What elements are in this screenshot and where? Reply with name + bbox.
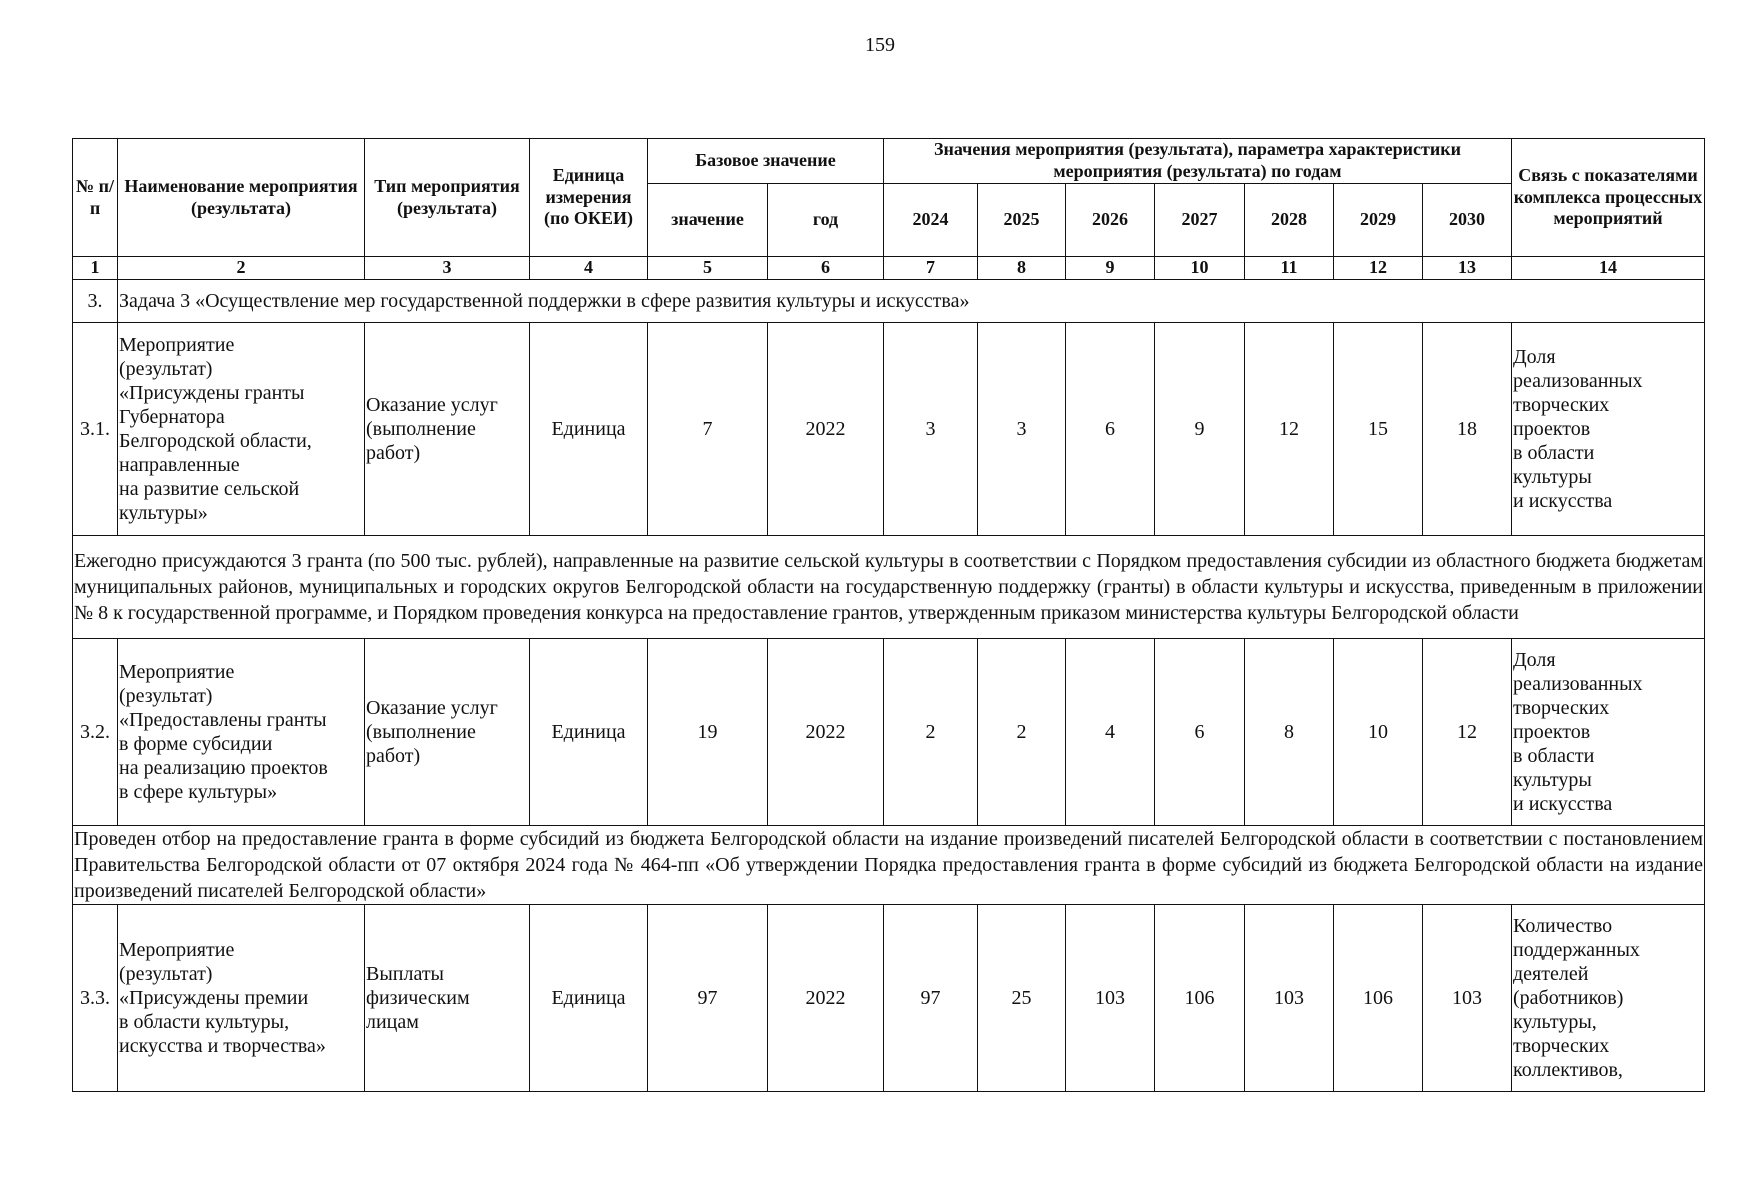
- note-row: [73, 535, 1705, 638]
- column-number: 5: [648, 257, 768, 280]
- note-row: [73, 825, 1705, 904]
- row-unit: Единица: [530, 322, 648, 535]
- row-note: Проведен отбор на предоставление гранта в форме субсидий из бюджета Белгородской области на издание произведений писателей Белгородской области в соответствии с постановлением Правительства Белгородской области от 07 октября 2024 года № 464-пп «Об утверждении Порядка предоставления гранта в форме субсидий из бюджета Белгородской области на издание произведений писателей Белгородской области»: [73, 825, 1705, 904]
- row-num: 3.3.: [73, 904, 118, 1091]
- table-row: [73, 322, 1705, 535]
- header-link: Связь с показателями комплекса процессных мероприятий: [1512, 139, 1705, 257]
- table-row: [73, 904, 1705, 1091]
- header-base-year: год: [768, 184, 884, 257]
- page-number: 159: [865, 34, 895, 56]
- row-note: Ежегодно присуждаются 3 гранта (по 500 тыс. рублей), направленные на развитие сельской культуры в соответствии с Порядком предоставления субсидии из областного бюджета бюджетам муниципальных районов, муниципальных и городских округов Белгородской области на государственную поддержку (гранты) в области культуры и искусства, приведенным в приложении № 8 к государственной программе, и Порядком проведения конкурса на предоставление грантов, утвержденным приказом министерства культуры Белгородской области: [73, 535, 1705, 638]
- header-values-title: Значения мероприятия (результата), параметра характеристики мероприятия (результата) по годам: [884, 139, 1512, 184]
- row-year-value: 12: [1245, 322, 1334, 535]
- task-text: Задача 3 «Осуществление мер государственной поддержки в сфере развития культуры и искусства»: [118, 279, 1705, 322]
- row-year-value: 12: [1423, 638, 1512, 825]
- task-row: [73, 279, 1705, 322]
- column-number: 12: [1334, 257, 1423, 280]
- row-name: Мероприятие (результат) «Присуждены гранты Губернатора Белгородской области, направленные на развитие сельской культуры»: [118, 322, 365, 535]
- row-type: Оказание услуг (выполнение работ): [365, 638, 530, 825]
- table-row: [73, 638, 1705, 825]
- column-number: 6: [768, 257, 884, 280]
- row-link: Доля реализованных творческих проектов в области культуры и искусства: [1512, 638, 1705, 825]
- row-num: 3.1.: [73, 322, 118, 535]
- row-base-year: 2022: [768, 322, 884, 535]
- row-year-value: 6: [1155, 638, 1245, 825]
- header-year: 2027: [1155, 184, 1245, 257]
- row-base-year: 2022: [768, 638, 884, 825]
- column-number: 9: [1066, 257, 1155, 280]
- row-year-value: 103: [1066, 904, 1155, 1091]
- column-number: 1: [73, 257, 118, 280]
- header-year: 2024: [884, 184, 978, 257]
- header-base: Базовое значение: [648, 139, 884, 184]
- column-number: 10: [1155, 257, 1245, 280]
- row-year-value: 8: [1245, 638, 1334, 825]
- column-number: 8: [978, 257, 1066, 280]
- row-year-value: 2: [884, 638, 978, 825]
- row-year-value: 10: [1334, 638, 1423, 825]
- row-year-value: 3: [884, 322, 978, 535]
- header-type: Тип мероприятия (результата): [365, 139, 530, 257]
- header-year: 2029: [1334, 184, 1423, 257]
- row-unit: Единица: [530, 904, 648, 1091]
- header-unit: Единица измерения (по ОКЕИ): [530, 139, 648, 257]
- row-year-value: 15: [1334, 322, 1423, 535]
- row-year-value: 25: [978, 904, 1066, 1091]
- row-year-value: 106: [1155, 904, 1245, 1091]
- column-number: 11: [1245, 257, 1334, 280]
- column-number: 2: [118, 257, 365, 280]
- row-name: Мероприятие (результат) «Присуждены премии в области культуры, искусства и творчества»: [118, 904, 365, 1091]
- row-link: Доля реализованных творческих проектов в области культуры и искусства: [1512, 322, 1705, 535]
- row-year-value: 9: [1155, 322, 1245, 535]
- row-link: Количество поддержанных деятелей (работников) культуры, творческих коллективов,: [1512, 904, 1705, 1091]
- column-number: 14: [1512, 257, 1705, 280]
- header-base-value: значение: [648, 184, 768, 257]
- row-base-value: 97: [648, 904, 768, 1091]
- row-name: Мероприятие (результат) «Предоставлены гранты в форме субсидии на реализацию проектов в сфере культуры»: [118, 638, 365, 825]
- header-year: 2026: [1066, 184, 1155, 257]
- row-year-value: 103: [1423, 904, 1512, 1091]
- measures-table: [72, 138, 1705, 1092]
- row-num: 3.2.: [73, 638, 118, 825]
- header-year: 2025: [978, 184, 1066, 257]
- task-num: 3.: [73, 279, 118, 322]
- row-year-value: 103: [1245, 904, 1334, 1091]
- row-year-value: 6: [1066, 322, 1155, 535]
- row-base-year: 2022: [768, 904, 884, 1091]
- row-base-value: 7: [648, 322, 768, 535]
- row-year-value: 106: [1334, 904, 1423, 1091]
- row-year-value: 97: [884, 904, 978, 1091]
- row-year-value: 18: [1423, 322, 1512, 535]
- header-year: 2030: [1423, 184, 1512, 257]
- header-num: № п/п: [73, 139, 118, 257]
- column-number: 3: [365, 257, 530, 280]
- row-year-value: 2: [978, 638, 1066, 825]
- row-year-value: 3: [978, 322, 1066, 535]
- header-name: Наименование мероприятия (результата): [118, 139, 365, 257]
- column-number: 7: [884, 257, 978, 280]
- row-unit: Единица: [530, 638, 648, 825]
- row-type: Оказание услуг (выполнение работ): [365, 322, 530, 535]
- column-number: 13: [1423, 257, 1512, 280]
- row-type: Выплаты физическим лицам: [365, 904, 530, 1091]
- column-numbers-row: [73, 257, 1705, 280]
- row-base-value: 19: [648, 638, 768, 825]
- header-year: 2028: [1245, 184, 1334, 257]
- column-number: 4: [530, 257, 648, 280]
- row-year-value: 4: [1066, 638, 1155, 825]
